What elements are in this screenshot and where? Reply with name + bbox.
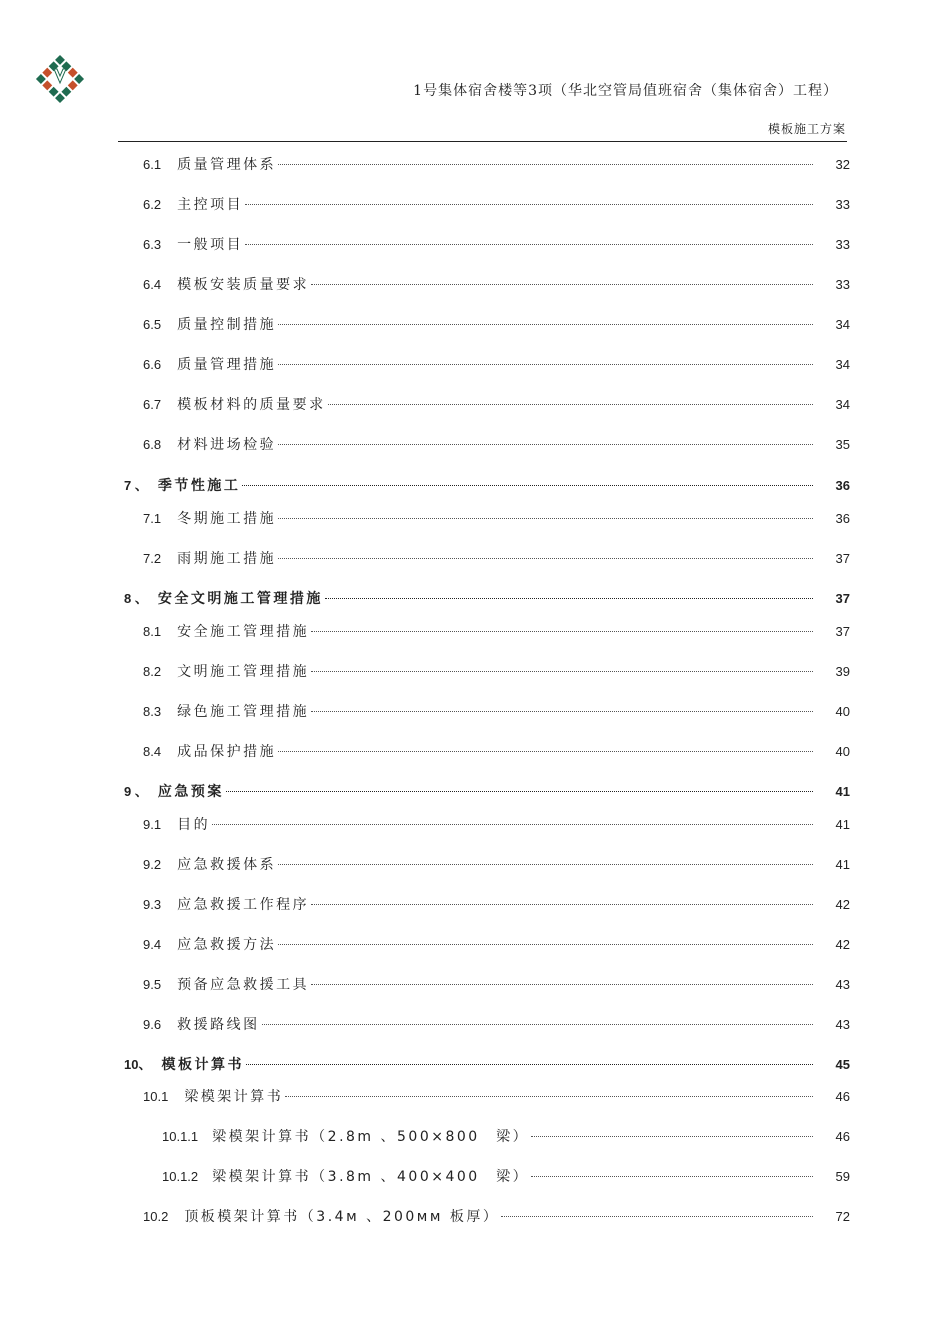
toc-entry-title: 成品保护措施 <box>177 744 277 760</box>
toc-entry-title: 安全施工管理措施 <box>177 624 310 640</box>
toc-entry-page-number: 33 <box>835 237 850 252</box>
toc-dot-leader <box>262 1024 813 1025</box>
toc-entry-number: 6.4 <box>143 277 162 292</box>
toc-entry[interactable] <box>0 661 950 683</box>
toc-entry-number: 7.2 <box>143 551 162 566</box>
toc-entry-page-number: 37 <box>835 551 850 566</box>
toc-dot-leader <box>278 444 813 445</box>
toc-entry-number: 6.2 <box>143 197 162 212</box>
toc-entry-title: 顶板模架计算书（3.4м 、200мм 板厚） <box>184 1209 500 1225</box>
toc-entry-number: 10.1.2 <box>162 1169 199 1184</box>
toc-entry-page-number: 37 <box>835 591 850 606</box>
toc-entry-title: 一般项目 <box>177 237 244 253</box>
toc-entry-number: 6.7 <box>143 397 162 412</box>
toc-entry-number: 8 、 <box>124 591 148 606</box>
toc-entry-number: 6.8 <box>143 437 162 452</box>
toc-entry[interactable] <box>0 394 950 416</box>
toc-entry[interactable] <box>0 814 950 836</box>
toc-entry-page-number: 41 <box>835 817 850 832</box>
toc-entry-page-number: 33 <box>835 197 850 212</box>
toc-entry-page-number: 40 <box>835 704 850 719</box>
toc-entry-page-number: 42 <box>835 937 850 952</box>
toc-entry-number: 8.4 <box>143 744 162 759</box>
toc-entry-title: 质量控制措施 <box>177 317 277 333</box>
toc-entry[interactable] <box>0 854 950 876</box>
toc-entry[interactable] <box>0 234 950 256</box>
toc-entry-number: 6.1 <box>143 157 162 172</box>
toc-entry[interactable] <box>0 588 950 610</box>
toc-entry-title: 季节性施工 <box>157 478 241 494</box>
toc-entry-number: 6.6 <box>143 357 162 372</box>
toc-entry-title: 预备应急救援工具 <box>177 977 310 993</box>
toc-entry[interactable] <box>0 701 950 723</box>
toc-entry-title: 质量管理体系 <box>177 157 277 173</box>
toc-dot-leader <box>325 598 813 599</box>
toc-entry-number: 9.5 <box>143 977 162 992</box>
toc-dot-leader <box>311 671 813 672</box>
toc-entry-title: 冬期施工措施 <box>177 511 277 527</box>
toc-entry-title: 救援路线图 <box>177 1017 260 1033</box>
toc-dot-leader <box>212 824 813 825</box>
toc-dot-leader <box>278 364 813 365</box>
toc-entry-number: 8.2 <box>143 664 162 679</box>
toc-entry-page-number: 45 <box>835 1057 850 1072</box>
toc-dot-leader <box>278 518 813 519</box>
toc-entry-title: 模板材料的质量要求 <box>177 397 326 413</box>
toc-entry-title: 应急预案 <box>157 784 224 800</box>
toc-entry[interactable] <box>0 434 950 456</box>
toc-entry[interactable] <box>0 1166 950 1188</box>
toc-entry-number: 9.2 <box>143 857 162 872</box>
toc-dot-leader <box>226 791 813 792</box>
toc-entry-title: 模板计算书 <box>161 1057 244 1073</box>
toc-entry-page-number: 33 <box>835 277 850 292</box>
toc-entry-page-number: 42 <box>835 897 850 912</box>
toc-entry-page-number: 34 <box>835 357 850 372</box>
toc-entry[interactable] <box>0 1126 950 1148</box>
toc-entry-page-number: 59 <box>835 1169 850 1184</box>
toc-entry-number: 10.1.1 <box>162 1129 199 1144</box>
toc-entry[interactable] <box>0 974 950 996</box>
document-header-title: 1号集体宿舍楼等3项（华北空管局值班宿舍（集体宿舍）工程） <box>413 83 838 99</box>
toc-entry-title: 文明施工管理措施 <box>177 664 310 680</box>
toc-dot-leader <box>278 558 813 559</box>
toc-entry[interactable] <box>0 194 950 216</box>
toc-entry[interactable] <box>0 621 950 643</box>
toc-entry-number: 9 、 <box>124 784 148 799</box>
toc-entry-page-number: 32 <box>835 157 850 172</box>
toc-entry-page-number: 39 <box>835 664 850 679</box>
toc-entry-title: 雨期施工措施 <box>177 551 277 567</box>
toc-entry-page-number: 46 <box>835 1089 850 1104</box>
toc-entry-title: 质量管理措施 <box>177 357 277 373</box>
toc-entry-page-number: 36 <box>835 511 850 526</box>
toc-dot-leader <box>242 485 813 486</box>
toc-entry-page-number: 43 <box>835 1017 850 1032</box>
toc-dot-leader <box>278 864 813 865</box>
toc-entry-page-number: 36 <box>835 478 850 493</box>
toc-entry-number: 7.1 <box>143 511 162 526</box>
toc-dot-leader <box>311 984 813 985</box>
toc-dot-leader <box>246 1064 813 1065</box>
toc-entry-page-number: 35 <box>835 437 850 452</box>
toc-dot-leader <box>285 1096 813 1097</box>
toc-entry-title: 安全文明施工管理措施 <box>157 591 323 607</box>
toc-dot-leader <box>311 711 813 712</box>
toc-entry-page-number: 43 <box>835 977 850 992</box>
toc-entry-page-number: 46 <box>835 1129 850 1144</box>
toc-entry-page-number: 34 <box>835 317 850 332</box>
toc-entry-number: 10.1 <box>143 1089 169 1104</box>
toc-entry-title: 梁模架计算书（3.8m 、400×400 梁） <box>212 1169 530 1185</box>
toc-entry-page-number: 40 <box>835 744 850 759</box>
toc-dot-leader <box>311 284 813 285</box>
toc-dot-leader <box>501 1216 813 1217</box>
toc-entry-title: 应急救援体系 <box>177 857 277 873</box>
toc-entry-number: 8.3 <box>143 704 162 719</box>
toc-entry-number: 8.1 <box>143 624 162 639</box>
toc-entry[interactable] <box>0 1014 950 1036</box>
toc-dot-leader <box>531 1176 813 1177</box>
toc-entry-title: 应急救援方法 <box>177 937 277 953</box>
toc-entry-title: 材料进场检验 <box>177 437 277 453</box>
toc-entry-page-number: 37 <box>835 624 850 639</box>
toc-entry-title: 绿色施工管理措施 <box>177 704 310 720</box>
toc-dot-leader <box>328 404 813 405</box>
toc-dot-leader <box>245 244 813 245</box>
toc-entry-title: 梁模架计算书 <box>184 1089 284 1105</box>
toc-entry[interactable] <box>0 1206 950 1228</box>
toc-entry[interactable] <box>0 314 950 336</box>
toc-dot-leader <box>278 944 813 945</box>
toc-entry[interactable] <box>0 475 950 497</box>
toc-entry-title: 梁模架计算书（2.8m 、500×800 梁） <box>212 1129 530 1145</box>
toc-entry[interactable] <box>0 548 950 570</box>
toc-entry-title: 主控项目 <box>177 197 244 213</box>
toc-entry[interactable] <box>0 154 950 176</box>
toc-dot-leader <box>311 631 813 632</box>
toc-entry-number: 9.6 <box>143 1017 162 1032</box>
toc-entry-number: 10.2 <box>143 1209 169 1224</box>
toc-entry[interactable] <box>0 934 950 956</box>
toc-entry[interactable] <box>0 781 950 803</box>
toc-entry-page-number: 41 <box>835 784 850 799</box>
toc-dot-leader <box>278 164 813 165</box>
toc-entry-page-number: 72 <box>835 1209 850 1224</box>
toc-entry-number: 6.5 <box>143 317 162 332</box>
toc-dot-leader <box>278 751 813 752</box>
toc-entry-number: 9.4 <box>143 937 162 952</box>
toc-entry-number: 9.1 <box>143 817 162 832</box>
document-header-subtitle: 模板施工方案 <box>767 122 846 136</box>
toc-entry-number: 7 、 <box>124 478 148 493</box>
toc-entry-title: 应急救援工作程序 <box>177 897 310 913</box>
toc-entry-number: 9.3 <box>143 897 162 912</box>
toc-entry-title: 目的 <box>177 817 211 833</box>
toc-entry[interactable] <box>0 741 950 763</box>
toc-dot-leader <box>311 904 813 905</box>
toc-dot-leader <box>531 1136 813 1137</box>
toc-entry-title: 模板安装质量要求 <box>177 277 310 293</box>
toc-dot-leader <box>245 204 813 205</box>
toc-entry-number: 6.3 <box>143 237 162 252</box>
toc-entry[interactable] <box>0 894 950 916</box>
toc-entry-page-number: 41 <box>835 857 850 872</box>
toc-entry[interactable] <box>0 1086 950 1108</box>
toc-entry[interactable] <box>0 1054 950 1076</box>
toc-entry[interactable] <box>0 354 950 376</box>
toc-entry[interactable] <box>0 508 950 530</box>
toc-dot-leader <box>278 324 813 325</box>
toc-entry-page-number: 34 <box>835 397 850 412</box>
toc-entry[interactable] <box>0 274 950 296</box>
toc-entry-number: 10、 <box>124 1057 152 1072</box>
